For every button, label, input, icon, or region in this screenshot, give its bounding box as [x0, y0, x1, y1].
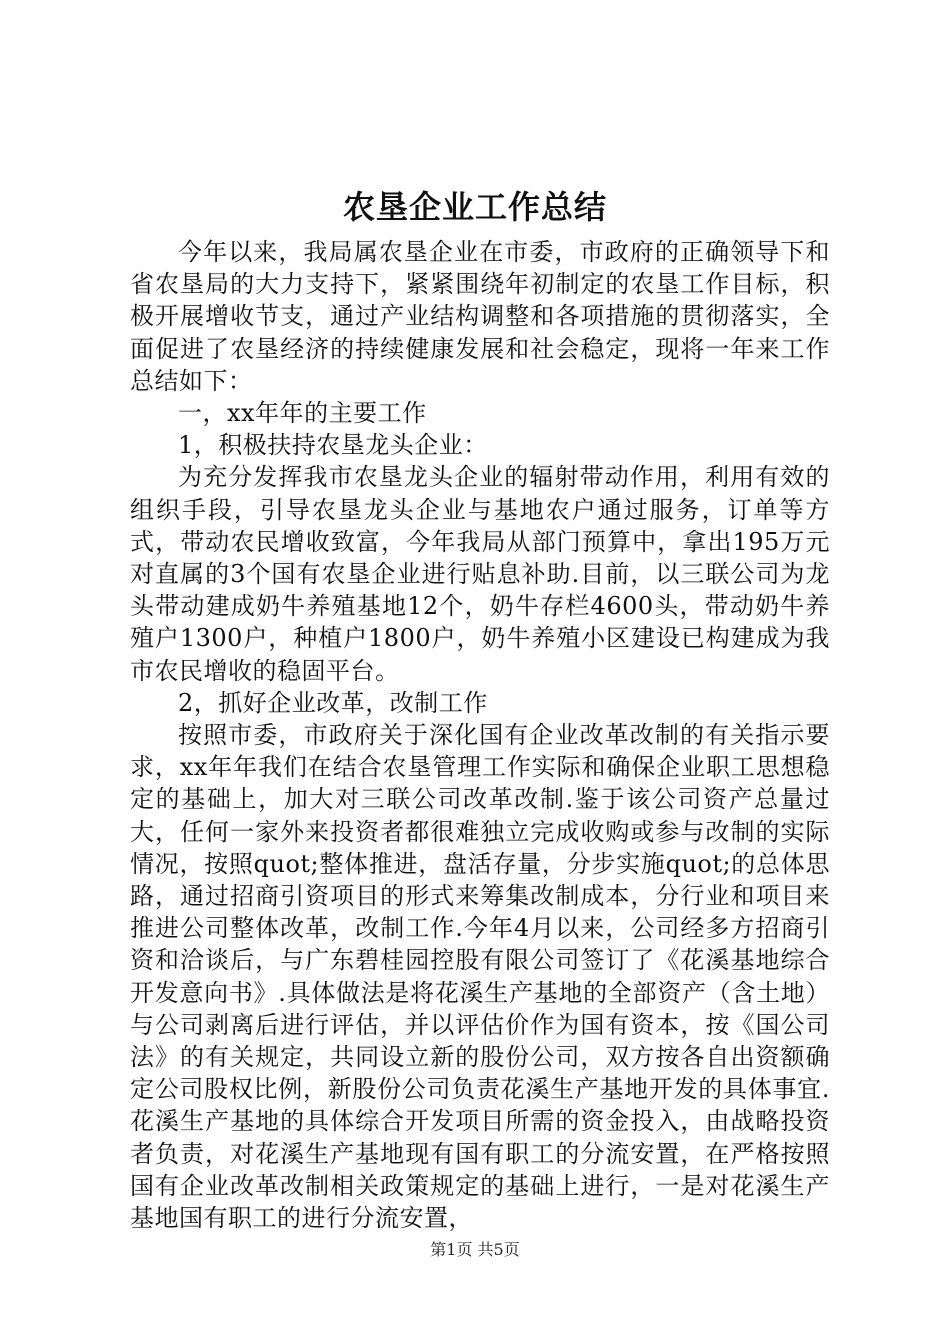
- subsection-heading-2: 2，抓好企业改革，改制工作: [178, 688, 488, 717]
- intro-paragraph: 今年以来，我局属农垦企业在市委，市政府的正确领导下和省农垦局的大力支持下，紧紧围绕年初制定的农垦工作目标，积极开展增收节支，通过产业结构调整和各项措施的贯彻落实，全面促进了农垦经济的持续健康发展和社会稳定，现将一年来工作总结如下：: [130, 238, 830, 395]
- body-paragraph-reform: 按照市委，市政府关于深化国有企业改革改制的有关指示要求，xx年年我们在结合农垦管理工作实际和确保企业职工思想稳定的基础上，加大对三联公司改革改制.鉴于该公司资产总量过大，任何一家外来投资者都很难独立完成收购或参与改制的实际情况，按照quot;整体推进，盘活存量，分步实施quot;的总体思路，通过招商引资项目的形式来筹集改制成本，分行业和项目来推进公司整体改革，改制工作.今年4月以来，公司经多方招商引资和洽谈后，与广东碧桂园控股有限公司签订了《花溪基地综合开发意向书》.具体做法是将花溪生产基地的全部资产（含土地）与公司剥离后进行评估，并以评估价作为国有资本，按《国公司法》的有关规定，共同设立新的股份公司，双方按各自出资额确定公司股权比例，新股份公司负责花溪生产基地开发的具体事宜.花溪生产基地的具体综合开发项目所需的资金投入，由战略投资者负责，对花溪生产基地现有国有职工的分流安置，在严格按照国有企业改革改制相关政策规定的基础上进行，一是对花溪生产基地国有职工的进行分流安置，: [130, 721, 830, 1233]
- body-paragraph-leading-enterprises: 为充分发挥我市农垦龙头企业的辐射带动作用，利用有效的组织手段，引导农垦龙头企业与基地农户通过服务，订单等方式，带动农民增收致富，今年我局从部门预算中，拿出195万元对直属的3个国有农垦企业进行贴息补助.目前，以三联公司为龙头带动建成奶牛养殖基地12个，奶牛存栏4600头，带动奶牛养殖户1300户，种植户1800户，奶牛养殖小区建设已构建成为我市农民增收的稳固平台。: [130, 463, 830, 685]
- section-heading-main-work: 一，xx年年的主要工作: [178, 399, 427, 428]
- subsection-heading-1: 1，积极扶持农垦龙头企业：: [178, 431, 488, 460]
- document-title: 农垦企业工作总结: [342, 188, 607, 226]
- page-footer: 第1页 共5页: [430, 1240, 520, 1259]
- document-body: [130, 236, 830, 1234]
